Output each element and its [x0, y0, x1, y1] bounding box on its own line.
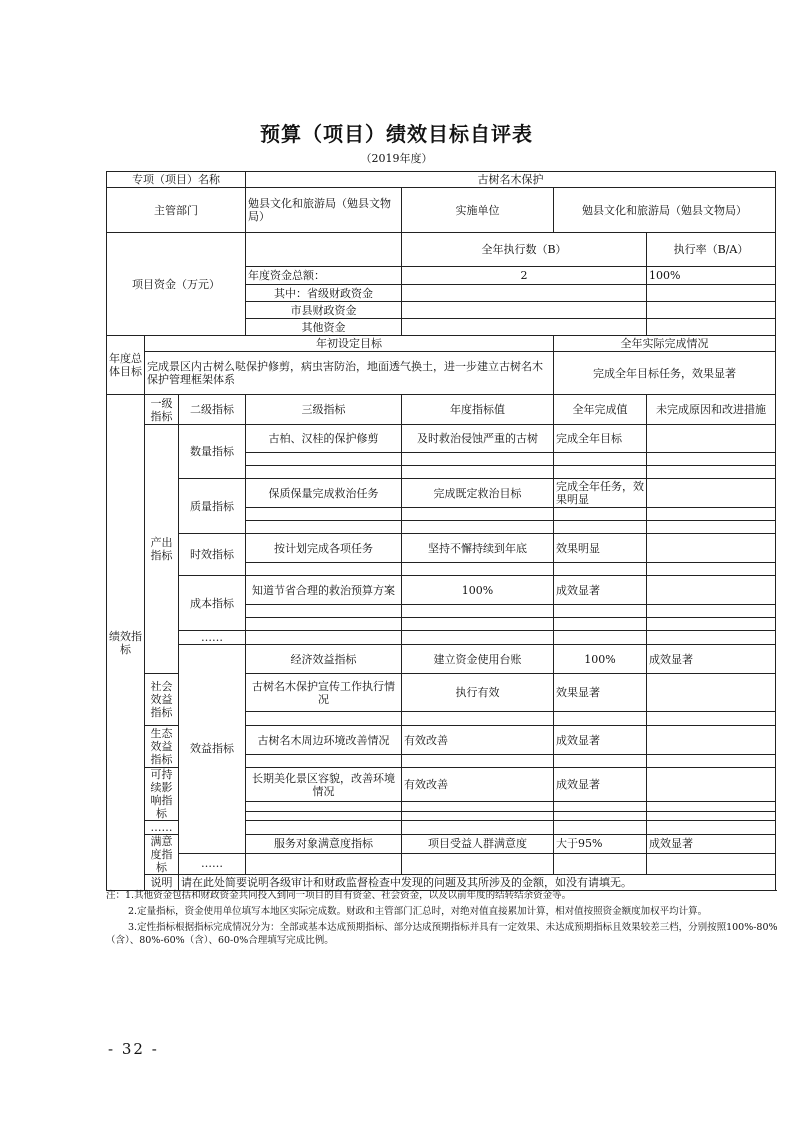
- econ-annual: 100%: [554, 645, 647, 674]
- note-1: 注：1.其他资金包括和财政资金共同投入到同一项目的自有资金、社会资金，以及以前年度的结转结余资金等。: [106, 890, 572, 901]
- social-annual: 执行有效: [402, 674, 554, 712]
- actual-result: 完成全年目标任务，效果显著: [554, 352, 776, 395]
- eco-annual: 有效改善: [402, 726, 554, 755]
- project-name: 古树名木保护: [246, 172, 776, 188]
- time-l3: 按计划完成各项任务: [246, 534, 402, 563]
- time-complete: 效果明显: [554, 534, 647, 563]
- sustain-annual: 有效改善: [402, 768, 554, 802]
- social-l3: 古树名木保护宣传工作执行情况: [246, 674, 402, 712]
- quality-complete: 完成全年任务，效果明显: [554, 479, 647, 508]
- col-level1: 一级指标: [145, 395, 179, 425]
- quantity-annual: 及时救治侵蚀严重的古树: [402, 425, 554, 453]
- page-title: 预算（项目）绩效目标自评表: [260, 122, 533, 146]
- service-complete: 成效显著: [647, 835, 776, 854]
- page-subtitle: （2019年度）: [360, 152, 433, 165]
- provincial-label: 其中：省级财政资金: [246, 285, 402, 302]
- overall-label: 年度总体目标: [107, 336, 145, 395]
- unit-value: 勉县文化和旅游局（勉县文物局）: [554, 188, 776, 233]
- col-level2: 二级指标: [179, 395, 246, 425]
- social-label: 社会效益指标: [145, 674, 179, 726]
- city-label: 市县财政资金: [246, 302, 402, 319]
- output-label: 产出指标: [145, 425, 179, 674]
- total-value: 2: [402, 267, 647, 285]
- econ-complete: 成效显著: [647, 645, 776, 674]
- econ-l3: 建立资金使用台账: [402, 645, 554, 674]
- project-name-label: 专项（项目）名称: [107, 172, 246, 188]
- cost-l3: 知道节省合理的救治预算方案: [246, 576, 402, 605]
- cost-label: 成本指标: [179, 576, 246, 631]
- quality-annual: 完成既定救治目标: [402, 479, 554, 508]
- initial-goal: 完成景区内古树么哒保护修剪，病虫害防治，地面透气换土，进一步建立古树名木保护管理框架体系: [145, 352, 554, 395]
- dept-value: 勉县文化和旅游局（勉县文物局）: [246, 188, 402, 233]
- eco-l3: 古树名木周边环境改善情况: [246, 726, 402, 755]
- explain-text: 请在此处简要说明各级审计和财政监督检查中发现的问题及其所涉及的金额，如没有请填无。: [179, 875, 776, 891]
- unit-label: 实施单位: [402, 188, 554, 233]
- service-l3: 项目受益人群满意度: [402, 835, 554, 854]
- col-level3: 三级指标: [246, 395, 402, 425]
- funds-label: 项目资金（万元）: [107, 233, 246, 336]
- other-label: 其他资金: [246, 319, 402, 336]
- quantity-complete: 完成全年目标: [554, 425, 647, 453]
- col-complete: 全年完成值: [554, 395, 647, 425]
- exec-header: 全年执行数（B）: [402, 233, 647, 267]
- quality-l3: 保质保量完成救治任务: [246, 479, 402, 508]
- total-rate: 100%: [647, 267, 776, 285]
- footnotes: [106, 889, 778, 950]
- benefit-ellipsis: ……: [145, 821, 179, 835]
- rate-header: 执行率（B/A）: [647, 233, 776, 267]
- service-label: 服务对象满意度指标: [246, 835, 402, 854]
- perf-label: 绩效指标: [107, 395, 145, 891]
- time-annual: 坚持不懈持续到年底: [402, 534, 554, 563]
- cost-annual: 100%: [402, 576, 554, 605]
- econ-label: 经济效益指标: [246, 645, 402, 674]
- sustain-complete: 成效显著: [554, 768, 647, 802]
- time-label: 时效指标: [179, 534, 246, 576]
- quality-label: 质量指标: [179, 479, 246, 534]
- sustain-label: 可持续影响指标: [145, 768, 179, 821]
- funds-blank: [246, 233, 402, 267]
- col-annual: 年度指标值: [402, 395, 554, 425]
- quantity-l3: 古柏、汉桂的保护修剪: [246, 425, 402, 453]
- cost-complete: 成效显著: [554, 576, 647, 605]
- page-number: - 32 -: [108, 1040, 159, 1058]
- note-2: 2.定量指标，资金使用单位填写本地区实际完成数。财政和主管部门汇总时，对绝对值直接累加计算，相对值按照资金额度加权平均计算。: [128, 906, 708, 917]
- self-evaluation-table: [106, 171, 776, 891]
- social-complete: 效果显著: [554, 674, 647, 712]
- actual-header: 全年实际完成情况: [554, 336, 776, 352]
- explain-label: 说明: [145, 875, 179, 891]
- benefit-label: 效益指标: [179, 645, 246, 854]
- dept-label: 主管部门: [107, 188, 246, 233]
- total-label: 年度资金总额：: [246, 267, 402, 285]
- satisfaction-ellipsis: ……: [179, 853, 246, 874]
- note-3: 3.定性指标根据指标完成情况分为：全部或基本达成预期指标、部分达成预期指标并具有一定效果、未达成预期指标且效果较差三档，分别按照100%-80%（含）、80%-60%（含）、60-0%合理填写完成比例。: [106, 922, 778, 946]
- sustain-l3: 长期美化景区容貌，改善环境情况: [246, 768, 402, 802]
- service-annual: 大于95%: [554, 835, 647, 854]
- quantity-label: 数量指标: [179, 425, 246, 479]
- eco-complete: 成效显著: [554, 726, 647, 755]
- col-reason: 未完成原因和改进措施: [647, 395, 776, 425]
- satisfaction-label: 满意度指标: [145, 835, 179, 875]
- eco-label: 生态效益指标: [145, 726, 179, 768]
- output-ellipsis: ……: [179, 631, 246, 645]
- initial-goal-header: 年初设定目标: [145, 336, 554, 352]
